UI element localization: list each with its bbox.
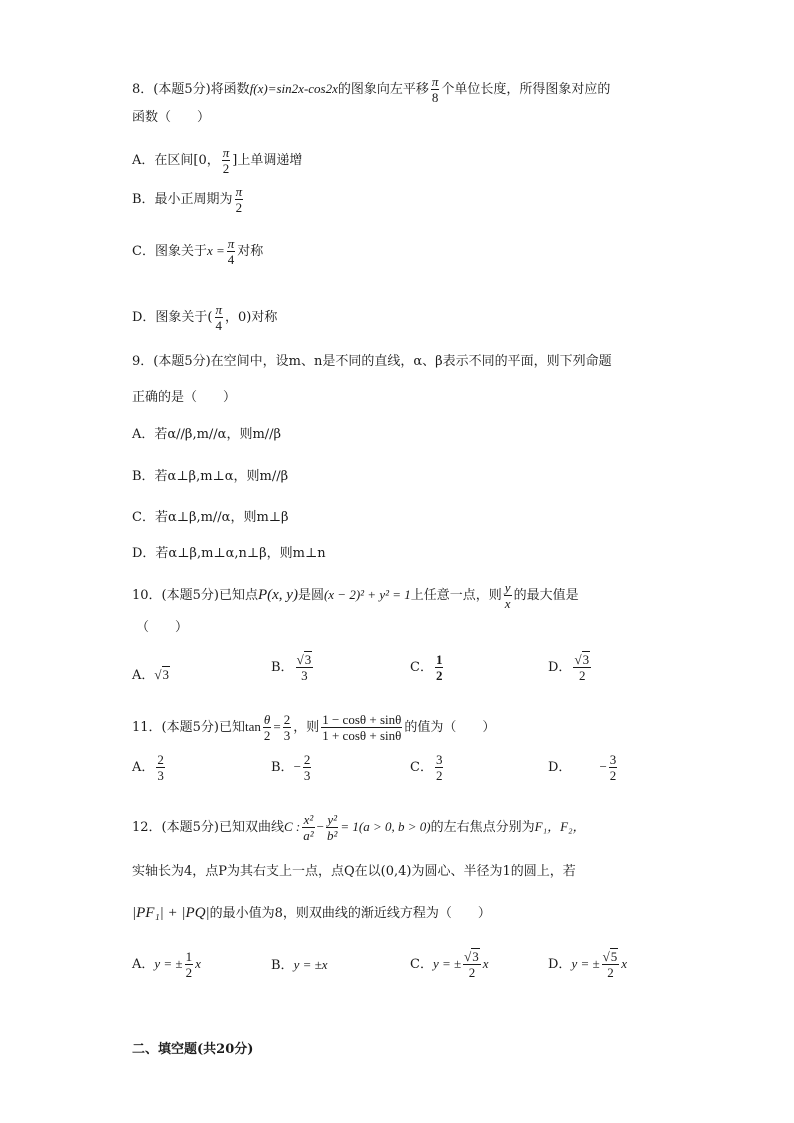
q8-stem-line2: 函数（ ）: [132, 110, 211, 125]
q8-option-c: C．图象关于x = $\frac{\pi}{4}$ 对称: [132, 236, 264, 267]
q10-circle: (x − 2)² + y² = 1: [323, 587, 411, 602]
q8-option-a: A．在区间[0， $\frac{\pi}{2}$ ]上单调递增: [132, 145, 303, 176]
q8-option-d: D．图象关于( $\frac{\pi}{4}$ ，0)对称: [132, 302, 278, 333]
q8-function: f(x)=sin2x-cos2x: [249, 81, 338, 96]
q10-point: P(x, y): [257, 587, 298, 603]
section-heading-fill-in: 二、填空题(共20分): [132, 1042, 254, 1057]
q12-option-a: A．y = ± $\frac{1}{2}$ x: [132, 949, 201, 980]
q8-head: 8．(本题5分)将函数: [132, 82, 250, 97]
q9-stem-line1: 9．(本题5分)在空间中，设m、n是不同的直线，α、β表示不同的平面，则下列命题: [132, 354, 612, 369]
q12-option-d: D．y = ± $\frac{√5}{2}$ x: [548, 949, 628, 980]
q10-stem-line2: （ ）: [136, 620, 189, 635]
q11-option-d: D． − $\frac{3}{2}$: [548, 752, 617, 783]
q10-ratio: $\frac{y}{x}$: [504, 580, 511, 611]
q10-option-a: A．√3: [132, 667, 170, 683]
q12-option-c: C．y = ± $\frac{√3}{2}$ x: [410, 949, 489, 980]
q12-stem-line3: |PF₁| + |PQ|的最小值为8，则双曲线的渐近线方程为（ ）: [132, 905, 491, 921]
q11-option-b: B．− $\frac{2}{3}$: [271, 752, 311, 783]
q8-shift-fraction: $\frac{\pi}{8}$: [431, 74, 439, 105]
q8-tail: 个单位长度，所得图象对应的: [441, 82, 611, 97]
q9-option-c: C．若α⊥β,m//α，则m⊥β: [132, 510, 289, 525]
q9-option-b: B．若α⊥β,m⊥α，则m//β: [132, 469, 289, 484]
q11-expression: $\frac{1 - \cos\theta + \sin\theta}{1 + \cos\theta + \sin\theta}$: [322, 712, 402, 743]
q8-stem-line1: [132, 74, 610, 105]
q8-mid: 的图象向左平移: [337, 82, 429, 97]
q12-stem-line1: 12．(本题5分)已知双曲线C : $\frac{\text{x²}}{\text{a²}}$ − $\frac{\text{y²}}{\text{b²}}$ = 1(a > 0, b > 0)的左右焦点分别为F₁，F₂，: [132, 812, 586, 843]
q11-option-a: A． $\frac{2}{3}$: [132, 752, 164, 783]
q9-stem-line2: 正确的是（ ）: [132, 390, 237, 405]
q10-option-d: D． $\frac{√3}{2}$: [548, 652, 590, 683]
q10-option-b: B． $\frac{√3}{3}$: [271, 652, 312, 683]
q11-option-c: C． $\frac{3}{2}$: [410, 752, 443, 783]
q9-option-d: D．若α⊥β,m⊥α,n⊥β，则m⊥n: [132, 546, 326, 561]
q8-option-b: B．最小正周期为 $\frac{\pi}{2}$: [132, 184, 243, 215]
q9-option-a: A．若α//β,m//α，则m//β: [132, 427, 282, 442]
q10-option-c: C． $\frac{1}{2}$: [410, 652, 443, 683]
q10-stem-line1: 10．(本题5分)已知点P(x, y)是圆(x − 2)² + y² = 1上任意一点，则 $\frac{y}{x}$ 的最大值是: [132, 580, 579, 611]
q11-stem: 11．(本题5分)已知tan $\frac{\theta}{2}$ = $\frac{2}{3}$ ，则 $\frac{1 - \cos\theta + \sin\theta}{1 + \cos\theta + \sin\theta}$ 的值为（ ）: [132, 712, 496, 743]
q12-option-b: B．y = ±x: [271, 957, 328, 973]
q12-stem-line2: 实轴长为4，点P为其右支上一点，点Q在以(0,4)为圆心、半径为1的圆上，若: [132, 864, 576, 879]
